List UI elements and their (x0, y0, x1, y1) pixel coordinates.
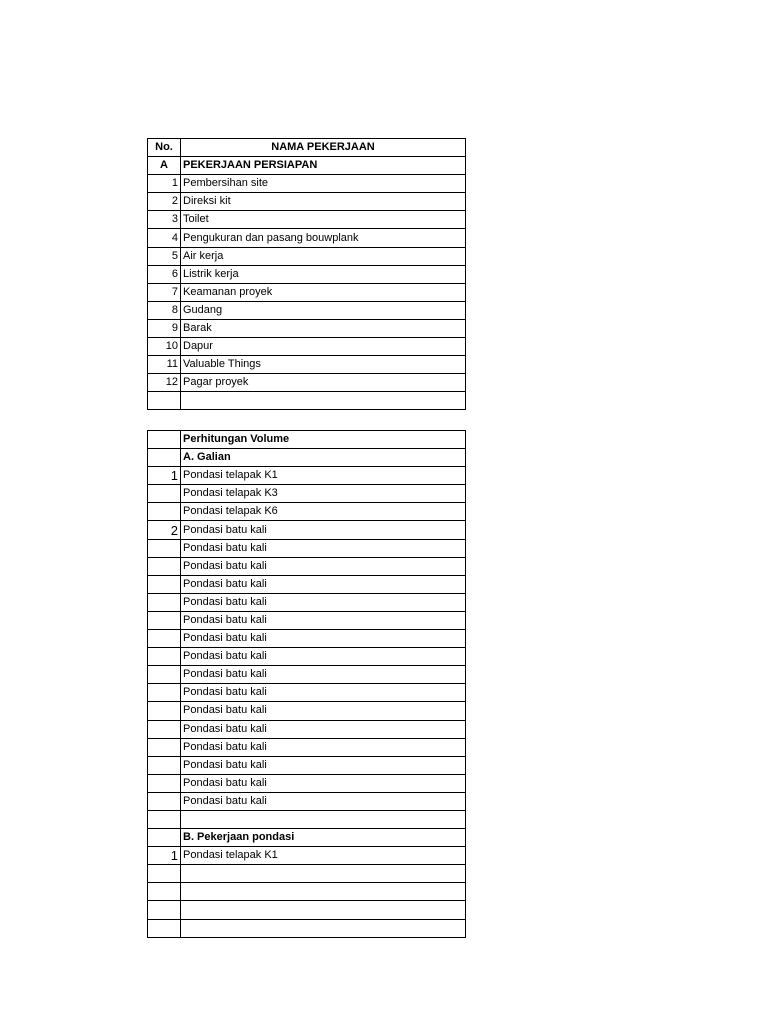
table-row (148, 175, 466, 193)
row-name: Pondasi batu kali (181, 738, 466, 756)
table-row (148, 575, 466, 593)
row-name: B. Pekerjaan pondasi (181, 829, 466, 847)
row-no: 1 (148, 467, 181, 485)
row-name: Pondasi batu kali (181, 630, 466, 648)
volume-title-row (148, 431, 466, 449)
table-row (148, 193, 466, 211)
row-name (181, 865, 466, 883)
row-no (148, 539, 181, 557)
row-no (148, 575, 181, 593)
table-row (148, 720, 466, 738)
row-no (148, 593, 181, 611)
row-name: Pondasi telapak K1 (181, 467, 466, 485)
row-no: 12 (148, 374, 181, 392)
row-no (148, 774, 181, 792)
row-name: Pagar proyek (181, 374, 466, 392)
row-no: 1 (148, 175, 181, 193)
row-no: 2 (148, 521, 181, 539)
table-row (148, 374, 466, 392)
table-row (148, 684, 466, 702)
row-name (181, 392, 466, 410)
table-row (148, 521, 466, 539)
row-no: 6 (148, 265, 181, 283)
row-name: Pondasi batu kali (181, 521, 466, 539)
row-name (181, 810, 466, 828)
table-row (148, 847, 466, 865)
row-name: Valuable Things (181, 356, 466, 374)
table-row (148, 338, 466, 356)
row-no: 9 (148, 319, 181, 337)
row-no: 7 (148, 283, 181, 301)
empty-cell (148, 431, 181, 449)
row-no (148, 702, 181, 720)
table-row (148, 557, 466, 575)
row-name: Pondasi batu kali (181, 756, 466, 774)
section-a-row (148, 449, 466, 467)
row-no (148, 648, 181, 666)
table-row (148, 283, 466, 301)
row-no (148, 919, 181, 937)
row-name: Air kerja (181, 247, 466, 265)
table-row (148, 630, 466, 648)
empty-row (148, 883, 466, 901)
row-no: 1 (148, 847, 181, 865)
table-row (148, 738, 466, 756)
table-row (148, 229, 466, 247)
section-b-row (148, 829, 466, 847)
row-no: 5 (148, 247, 181, 265)
row-name: Pondasi batu kali (181, 774, 466, 792)
table-row (148, 503, 466, 521)
table-row (148, 648, 466, 666)
row-name: Pondasi batu kali (181, 539, 466, 557)
empty-row (148, 901, 466, 919)
row-no: 4 (148, 229, 181, 247)
row-no (148, 630, 181, 648)
row-name: Pondasi batu kali (181, 684, 466, 702)
row-name: Pondasi telapak K1 (181, 847, 466, 865)
volume-table (147, 430, 466, 938)
row-no (148, 865, 181, 883)
row-no: 8 (148, 301, 181, 319)
row-no (148, 684, 181, 702)
row-name: Keamanan proyek (181, 283, 466, 301)
row-name: Pondasi batu kali (181, 557, 466, 575)
row-name: Barak (181, 319, 466, 337)
row-no (148, 738, 181, 756)
row-name: Pondasi batu kali (181, 611, 466, 629)
row-no (148, 666, 181, 684)
row-no: 2 (148, 193, 181, 211)
row-name: Dapur (181, 338, 466, 356)
empty-row (148, 392, 466, 410)
empty-cell (148, 449, 181, 467)
row-no (148, 611, 181, 629)
section-name: PEKERJAAN PERSIAPAN (181, 157, 466, 175)
table-row (148, 756, 466, 774)
work-items-table (147, 138, 466, 410)
row-name (181, 919, 466, 937)
table-row (148, 211, 466, 229)
section-no: A (148, 157, 181, 175)
volume-title: Perhitungan Volume (181, 431, 466, 449)
row-name (181, 883, 466, 901)
empty-row (148, 865, 466, 883)
row-name: Pondasi batu kali (181, 792, 466, 810)
row-name: Pondasi telapak K3 (181, 485, 466, 503)
row-no (148, 392, 181, 410)
row-no: 10 (148, 338, 181, 356)
row-no (148, 901, 181, 919)
header-no: No. (148, 139, 181, 157)
row-name: Pondasi batu kali (181, 575, 466, 593)
row-name (181, 901, 466, 919)
table-row (148, 265, 466, 283)
row-no (148, 557, 181, 575)
table-row (148, 792, 466, 810)
table-row (148, 356, 466, 374)
row-no (148, 720, 181, 738)
table-row (148, 702, 466, 720)
row-name: Pondasi batu kali (181, 666, 466, 684)
table-header-row (148, 139, 466, 157)
row-name: Gudang (181, 301, 466, 319)
row-no (148, 810, 181, 828)
row-no: 3 (148, 211, 181, 229)
row-name: Pondasi batu kali (181, 593, 466, 611)
row-no (148, 503, 181, 521)
row-no (148, 792, 181, 810)
table-row (148, 774, 466, 792)
row-name: Pengukuran dan pasang bouwplank (181, 229, 466, 247)
header-name: NAMA PEKERJAAN (181, 139, 466, 157)
row-no (148, 829, 181, 847)
section-row (148, 157, 466, 175)
row-name: Pondasi batu kali (181, 720, 466, 738)
row-name: Pembersihan site (181, 175, 466, 193)
empty-row (148, 810, 466, 828)
row-name: Pondasi batu kali (181, 702, 466, 720)
row-no (148, 485, 181, 503)
table-row (148, 611, 466, 629)
table-row (148, 467, 466, 485)
row-name: Pondasi batu kali (181, 648, 466, 666)
row-no (148, 883, 181, 901)
table-row (148, 319, 466, 337)
table-row (148, 593, 466, 611)
row-name: Pondasi telapak K6 (181, 503, 466, 521)
row-name: Listrik kerja (181, 265, 466, 283)
empty-row (148, 919, 466, 937)
table-row (148, 301, 466, 319)
table-row (148, 666, 466, 684)
row-no (148, 756, 181, 774)
row-name: Direksi kit (181, 193, 466, 211)
table-row (148, 247, 466, 265)
table-row (148, 485, 466, 503)
section-a-label: A. Galian (181, 449, 466, 467)
row-no: 11 (148, 356, 181, 374)
table-row (148, 539, 466, 557)
row-name: Toilet (181, 211, 466, 229)
